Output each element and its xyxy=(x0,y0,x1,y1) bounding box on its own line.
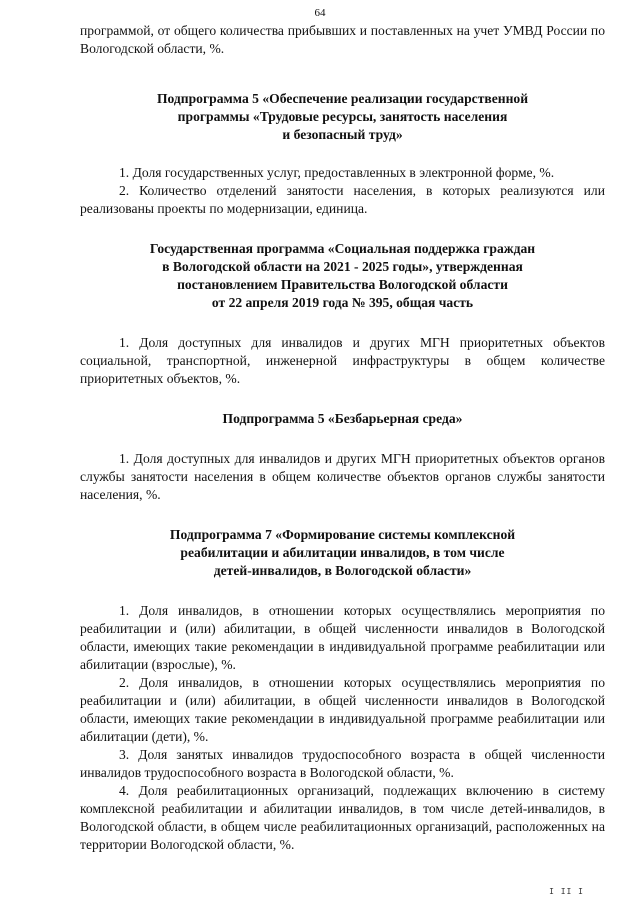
intro-paragraph: программой, от общего количества прибывших и поставленных на учет УМВД России по Вологодской области, %. xyxy=(80,23,605,56)
heading-line: реабилитации и абилитации инвалидов, в том числе xyxy=(180,545,505,560)
list-item: 1. Доля доступных для инвалидов и других МГН приоритетных объектов органов службы занятости населения в общем количестве объектов органов службы занятости населения, %. xyxy=(80,451,605,502)
heading-line: и безопасный труд» xyxy=(282,127,403,142)
heading-line: программы «Трудовые ресурсы, занятость населения xyxy=(177,109,508,124)
heading-line: Подпрограмма 5 «Обеспечение реализации государственной xyxy=(156,91,529,106)
heading-line: в Вологодской области на 2021 - 2025 годы», утвержденная xyxy=(162,259,523,274)
heading-line: Подпрограмма 5 «Безбарьерная среда» xyxy=(222,411,463,426)
heading-line: Государственная программа «Социальная поддержка граждан xyxy=(149,241,536,256)
section-2-heading xyxy=(80,240,605,312)
heading-line: детей-инвалидов, в Вологодской области» xyxy=(213,563,472,578)
page-content xyxy=(80,22,605,854)
heading-line: Подпрограмма 7 «Формирование системы комплексной xyxy=(169,527,516,542)
section-3-heading xyxy=(80,410,605,428)
heading-line: от 22 апреля 2019 года № 395, общая часть xyxy=(211,295,474,310)
list-item: 1. Доля инвалидов, в отношении которых осуществлялись мероприятия по реабилитации и (или) абилитации, в общей численности инвалидов в Вологодской области, имеющих такие рекомендации в индивидуальной программе реабилитации или абилитации (взрослые), %. xyxy=(80,603,605,672)
section-4-heading xyxy=(80,526,605,580)
list-item: 2. Количество отделений занятости населения, в которых реализуются или реализованы проекты по модернизации, единица. xyxy=(80,183,605,216)
list-item: 1. Доля государственных услуг, предоставленных в электронной форме, %. xyxy=(119,165,555,180)
section-1-heading xyxy=(80,90,605,144)
list-item: 1. Доля доступных для инвалидов и других МГН приоритетных объектов социальной, транспортной, инженерной инфраструктуры в общем количестве приоритетных объектов, %. xyxy=(80,335,605,386)
list-item: 3. Доля занятых инвалидов трудоспособного возраста в общей численности инвалидов трудоспособного возраста в Вологодской области, %. xyxy=(80,747,605,780)
heading-line: постановлением Правительства Вологодской области xyxy=(177,277,508,292)
list-item: 2. Доля инвалидов, в отношении которых осуществлялись мероприятия по реабилитации и (или) абилитации, в общей численности инвалидов в Вологодской области, имеющих такие рекомендации в индивидуальной программе реабилитации или абилитации (дети), %. xyxy=(80,675,605,744)
footer-mark: I II I xyxy=(549,887,584,896)
list-item: 4. Доля реабилитационных организаций, подлежащих включению в систему комплексной реабилитации и абилитации инвалидов, в том числе детей-инвалидов, в Вологодской области, в общем числе реабилитационных организаций, расположенных на территории Вологодской области, %. xyxy=(80,783,605,852)
page-number: 64 xyxy=(314,7,326,19)
